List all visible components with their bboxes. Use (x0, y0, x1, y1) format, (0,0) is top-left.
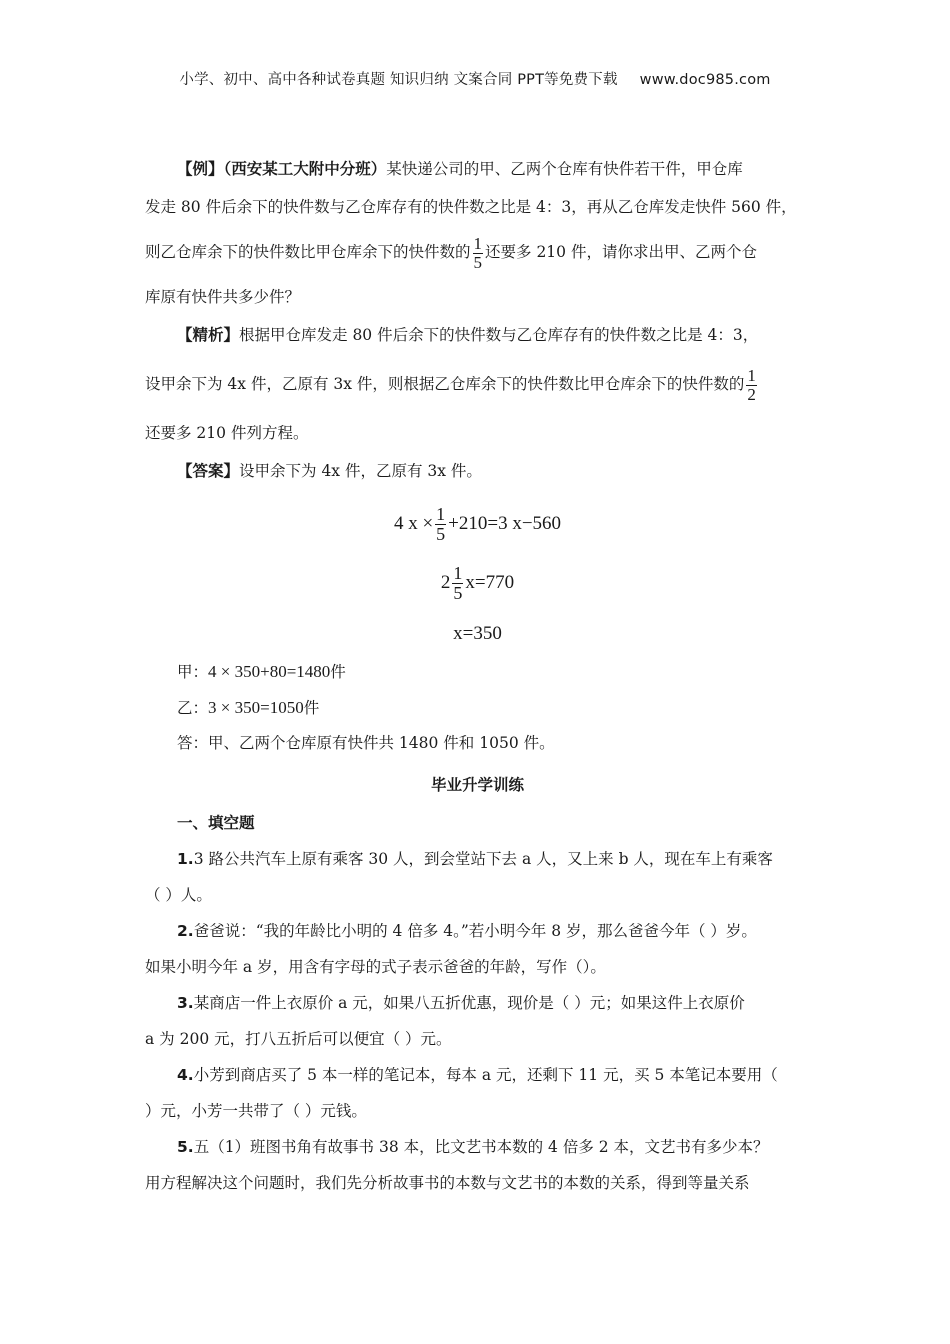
equation-1-fraction (435, 505, 446, 544)
equation-1-right: +210=3 x−560 (448, 513, 562, 534)
document-body (145, 150, 810, 1201)
equation-2-right: x=770 (465, 572, 515, 593)
question-number: 1. (177, 850, 194, 868)
fraction-denominator: 5 (473, 252, 483, 272)
question-4-line-2: ）元，小芳一共带了（ ）元钱。 (145, 1102, 367, 1120)
analysis-line-3: 还要多 210 件列方程。 (145, 424, 309, 442)
final-answer: 答：甲、乙两个仓库原有快件共 1480 件和 1050 件。 (177, 734, 555, 752)
example-text-3a: 则乙仓库余下的快件数比甲仓库余下的快件数的 (145, 243, 471, 261)
analysis-label: 【精析】 (177, 326, 240, 344)
section-fill-blank: 一、填空题 (177, 814, 255, 832)
page-header (0, 68, 950, 89)
question-1-line-1 (145, 841, 810, 877)
header-text: 小学、初中、高中各种试卷真题 知识归纳 文案合同 PPT等免费下载 (179, 72, 618, 88)
question-text: 某商店一件上衣原价 a 元，如果八五折优惠，现价是（ ）元；如果这件上衣原价 (193, 994, 745, 1012)
question-text: 3 路公共汽车上原有乘客 30 人，到会堂站下去 a 人，又上来 b 人，现在车上有乘客 (193, 850, 773, 868)
fraction-denominator: 5 (453, 583, 463, 604)
fraction-denominator: 5 (436, 524, 446, 545)
equation-2 (145, 552, 810, 614)
calc-yi-expression: 3 × 350=1050 (208, 698, 304, 717)
question-3-line-1 (145, 985, 810, 1021)
question-5-line-1 (145, 1129, 810, 1165)
calc-jia-unit: 件 (330, 663, 346, 681)
training-title: 毕业升学训练 (430, 776, 524, 794)
question-number: 3. (177, 994, 194, 1012)
fraction-numerator: 1 (453, 563, 463, 584)
fraction-one-fifth (473, 235, 484, 272)
fraction-numerator: 1 (436, 504, 446, 525)
question-text: 小芳到商店买了 5 本一样的笔记本，每本 a 元，还剩下 11 元，买 5 本笔记本要用（ (193, 1066, 778, 1084)
calc-yi (145, 690, 810, 726)
question-2-line-2: 如果小明今年 a 岁，用含有字母的式子表示爸爸的年龄，写作（）。 (145, 958, 606, 976)
equation-1 (145, 496, 810, 552)
question-item (145, 1129, 810, 1201)
calc-jia-label: 甲： (177, 663, 209, 681)
question-list (145, 841, 810, 1201)
equation-2-whole: 2 (440, 572, 451, 593)
example-text-3b: 还要多 210 件，请你求出甲、乙两个仓 (485, 243, 757, 261)
question-2-line-1 (145, 913, 810, 949)
question-text: 爸爸说：“我的年龄比小明的 4 倍多 4。”若小明今年 8 岁，那么爸爸今年（ ）岁。 (193, 922, 757, 940)
fraction-numerator: 1 (473, 233, 483, 253)
example-line-1 (145, 150, 810, 188)
analysis-line-1 (145, 316, 810, 354)
fraction-one-half (746, 367, 757, 404)
question-5-line-2: 用方程解决这个问题时，我们先分析故事书的本数与文艺书的本数的关系，得到等量关系 (145, 1174, 750, 1192)
question-item (145, 913, 810, 985)
question-3-line-2: a 为 200 元，打八五折后可以便宜（ ）元。 (145, 1030, 452, 1048)
calc-yi-label: 乙： (177, 699, 209, 717)
question-4-line-1 (145, 1057, 810, 1093)
question-1-line-2: （ ）人。 (145, 886, 212, 904)
analysis-line-2 (145, 354, 810, 414)
example-line-3 (145, 226, 810, 278)
header-site-link[interactable]: www.doc985.com (639, 72, 771, 88)
question-number: 2. (177, 922, 194, 940)
question-item (145, 841, 810, 913)
example-line-2: 发走 80 件后余下的快件数与乙仓库存有的快件数之比是 4：3，再从乙仓库发走快件 560 件， (145, 198, 797, 216)
question-number: 4. (177, 1066, 194, 1084)
equation-2-fraction (452, 564, 463, 603)
answer-line-1 (145, 452, 810, 490)
answer-text: 设甲余下为 4x 件，乙原有 3x 件。 (239, 462, 482, 480)
fraction-denominator: 2 (747, 384, 756, 404)
fraction-numerator: 1 (747, 365, 756, 385)
answer-label: 【答案】 (177, 462, 240, 480)
equation-3: x=350 (453, 623, 502, 644)
example-line-4: 库原有快件共多少件？ (145, 288, 301, 306)
question-item (145, 985, 810, 1057)
example-text-1: 某快递公司的甲、乙两个仓库有快件若干件，甲仓库 (386, 160, 743, 178)
example-label: 【例】（西安某工大附中分班） (177, 160, 387, 178)
analysis-text-1: 根据甲仓库发走 80 件后余下的快件数与乙仓库存有的快件数之比是 4：3， (239, 326, 759, 344)
question-text: 五（1）班图书角有故事书 38 本，比文艺书本数的 4 倍多 2 本，文艺书有多少本？ (193, 1138, 769, 1156)
calc-yi-unit: 件 (303, 699, 320, 717)
question-number: 5. (177, 1138, 194, 1156)
analysis-text-2: 设甲余下为 4x 件，乙原有 3x 件，则根据乙仓库余下的快件数比甲仓库余下的快件数的 (145, 375, 745, 393)
question-item (145, 1057, 810, 1129)
calc-jia (145, 654, 810, 690)
equation-1-left: 4 x × (393, 513, 434, 534)
calc-jia-expression: 4 × 350+80=1480 (208, 662, 331, 681)
